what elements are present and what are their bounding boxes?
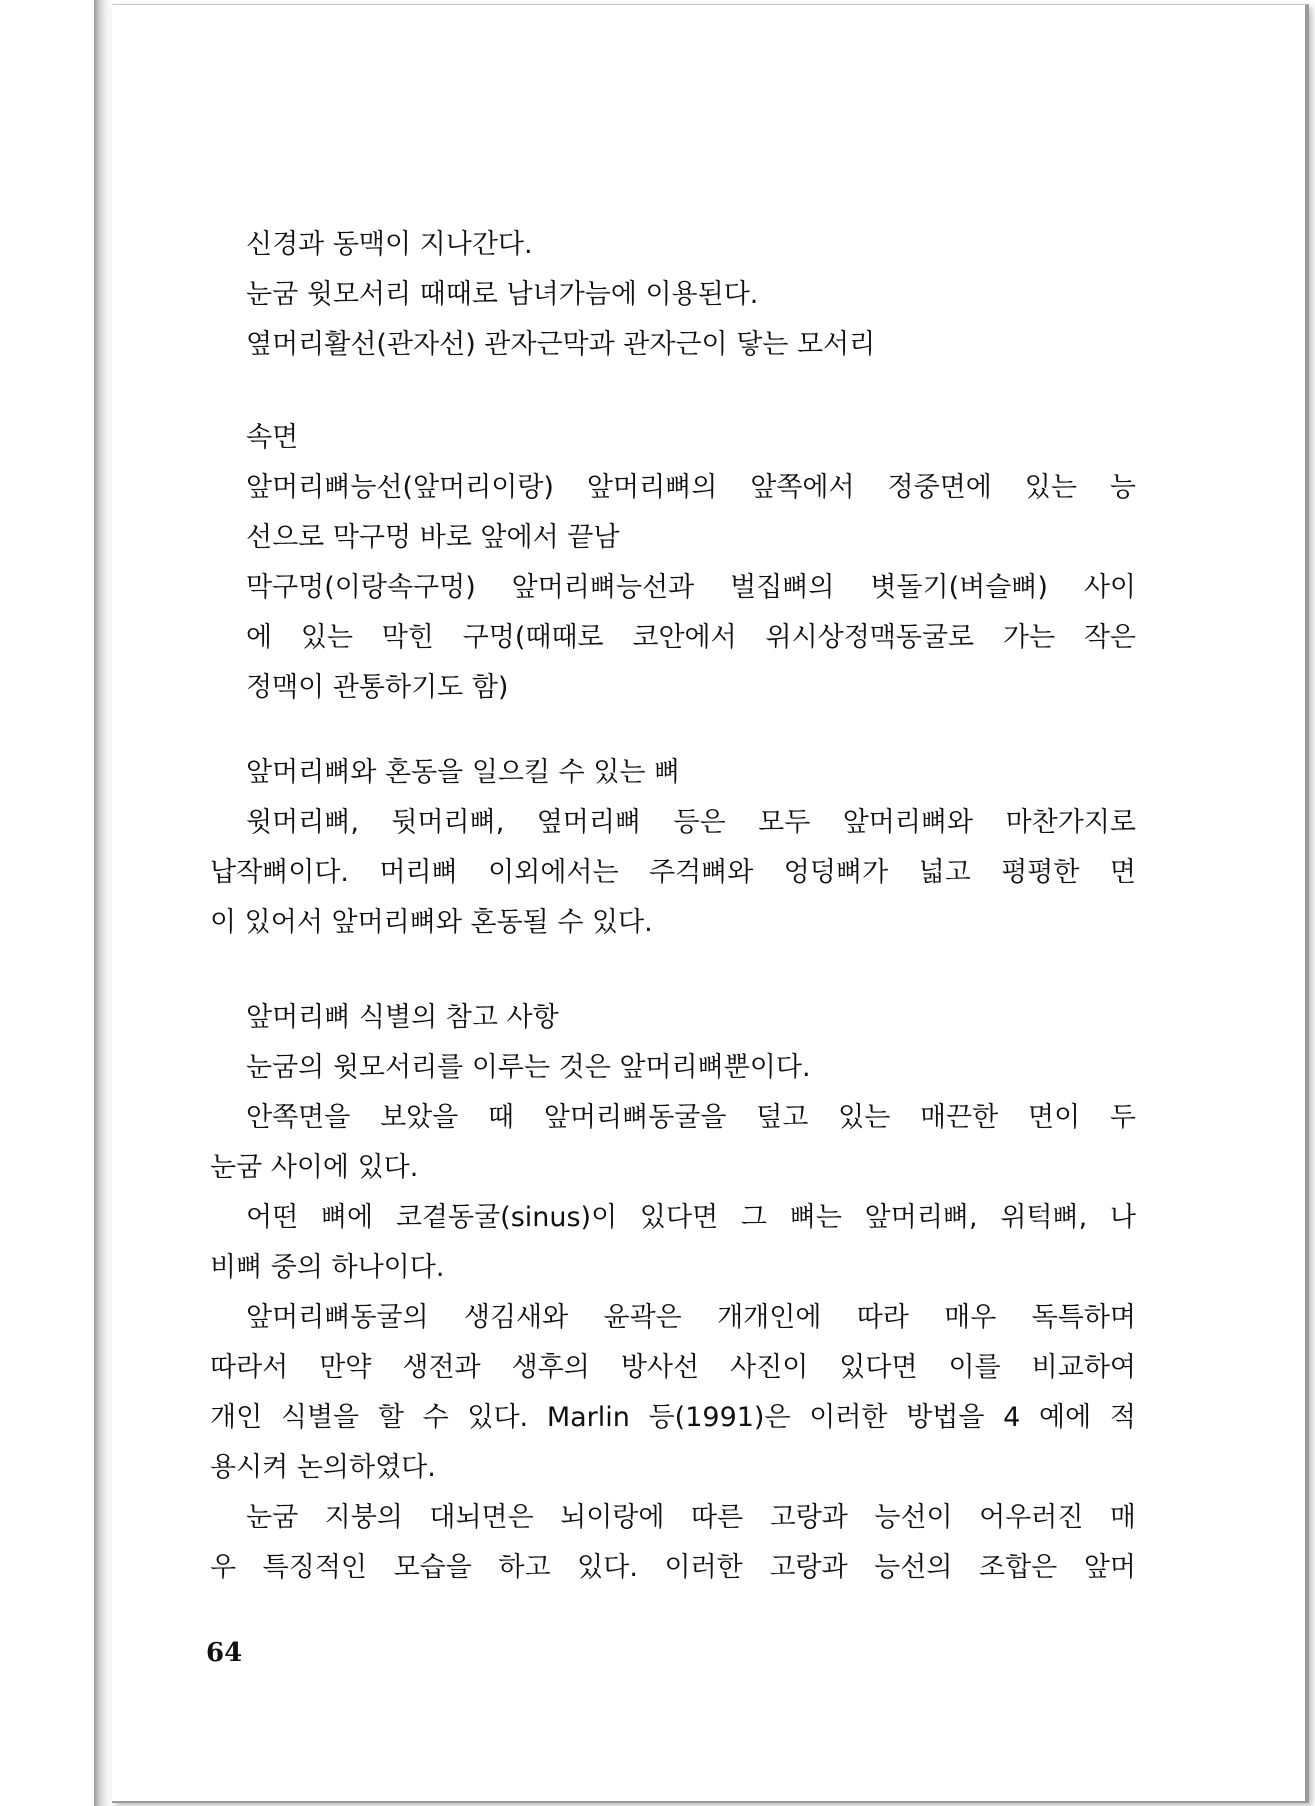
text-line: 어떤 뼈에 코곁동굴(sinus)이 있다면 그 뼈는 앞머리뼈, 위턱뼈, 나 xyxy=(246,1202,1136,1233)
text-line: 막구멍(이랑속구멍) 앞머리뼈능선과 벌집뼈의 볏돌기(벼슬뼈) 사이 xyxy=(246,572,1136,603)
section-title-reference: 앞머리뼈 식별의 참고 사항 xyxy=(246,1002,559,1033)
text-line: 안쪽면을 보았을 때 앞머리뼈동굴을 덮고 있는 매끈한 면이 두 xyxy=(246,1102,1136,1133)
text-line: 따라서 만약 생전과 생후의 방사선 사진이 있다면 이를 비교하여 xyxy=(210,1352,1136,1383)
intro-block xyxy=(210,220,1136,370)
text-line: 앞머리뼈능선(앞머리이랑) 앞머리뼈의 앞쪽에서 정중면에 있는 능 xyxy=(246,472,1136,503)
text-line: 눈굼 지붕의 대뇌면은 뇌이랑에 따른 고랑과 능선이 어우러진 매 xyxy=(246,1502,1136,1533)
section-inner xyxy=(210,413,1136,713)
text-line: 눈굼 사이에 있다. xyxy=(210,1152,419,1183)
text-line: 눈굼 윗모서리 때때로 남녀가늠에 이용된다. xyxy=(246,279,759,310)
text-line: 납작뼈이다. 머리뼈 이외에서는 주걱뼈와 엉덩뼈가 넓고 평평한 면 xyxy=(210,857,1136,888)
text-line: 앞머리뼈동굴의 생김새와 윤곽은 개개인에 따라 매우 독특하며 xyxy=(246,1302,1136,1333)
text-line: 눈굼의 윗모서리를 이루는 것은 앞머리뼈뿐이다. xyxy=(246,1052,811,1083)
text-line: 비뼈 중의 하나이다. xyxy=(210,1252,445,1283)
text-line: 선으로 막구멍 바로 앞에서 끝남 xyxy=(246,522,620,553)
text-line: 에 있는 막힌 구멍(때때로 코안에서 위시상정맥동굴로 가는 작은 xyxy=(246,622,1136,653)
text-line: 개인 식별을 할 수 있다. Marlin 등(1991)은 이러한 방법을 4 예에 적 xyxy=(210,1402,1136,1433)
section-confusion xyxy=(210,748,1136,948)
text-line: 신경과 동맥이 지나간다. xyxy=(246,229,533,260)
text-line: 우 특징적인 모습을 하고 있다. 이러한 고랑과 능선의 조합은 앞머 xyxy=(210,1552,1136,1583)
text-line: 옆머리활선(관자선) 관자근막과 관자근이 닿는 모서리 xyxy=(246,329,876,360)
text-line: 용시켜 논의하였다. xyxy=(210,1452,436,1483)
section-title-confusion: 앞머리뼈와 혼동을 일으킬 수 있는 뼈 xyxy=(246,757,681,788)
section-title-inner: 속면 xyxy=(246,422,299,453)
section-reference xyxy=(210,993,1136,1593)
text-line: 윗머리뼈, 뒷머리뼈, 옆머리뼈 등은 모두 앞머리뼈와 마찬가지로 xyxy=(246,807,1136,838)
page-number: 64 xyxy=(206,1638,243,1668)
text-line: 이 있어서 앞머리뼈와 혼동될 수 있다. xyxy=(210,907,653,938)
text-line: 정맥이 관통하기도 함) xyxy=(246,672,509,703)
